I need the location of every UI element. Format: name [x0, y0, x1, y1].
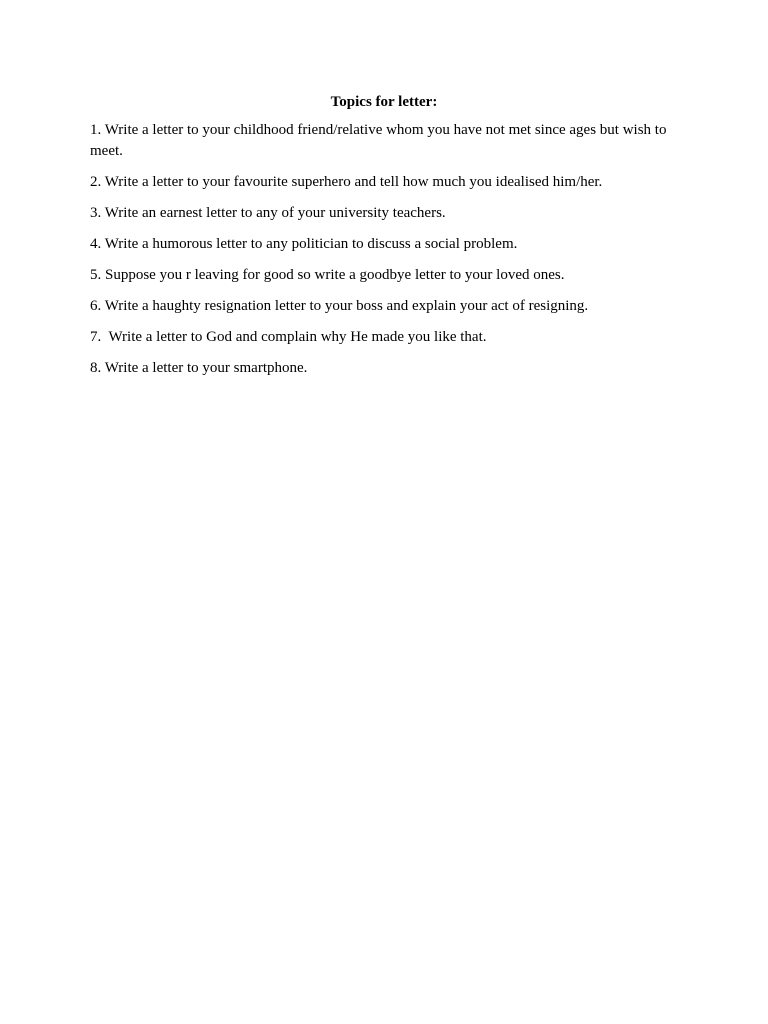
topic-item: 6. Write a haughty resignation letter to your boss and explain your act of resigning.	[90, 298, 589, 314]
topic-item: 8. Write a letter to your smartphone.	[90, 360, 308, 376]
topic-item: 4. Write a humorous letter to any politician to discuss a social problem.	[90, 236, 518, 252]
topic-item: 5. Suppose you r leaving for good so write a goodbye letter to your loved ones.	[90, 267, 565, 283]
topic-item: 1. Write a letter to your childhood friend/relative whom you have not met since ages but wish to meet.	[90, 122, 671, 159]
topic-item: 3. Write an earnest letter to any of your university teachers.	[90, 205, 446, 221]
document-title: Topics for letter:	[330, 94, 438, 110]
document-body	[90, 92, 678, 389]
topic-item: 7. Write a letter to God and complain why He made you like that.	[90, 329, 487, 345]
topic-item: 2. Write a letter to your favourite superhero and tell how much you idealised him/her.	[90, 174, 603, 190]
